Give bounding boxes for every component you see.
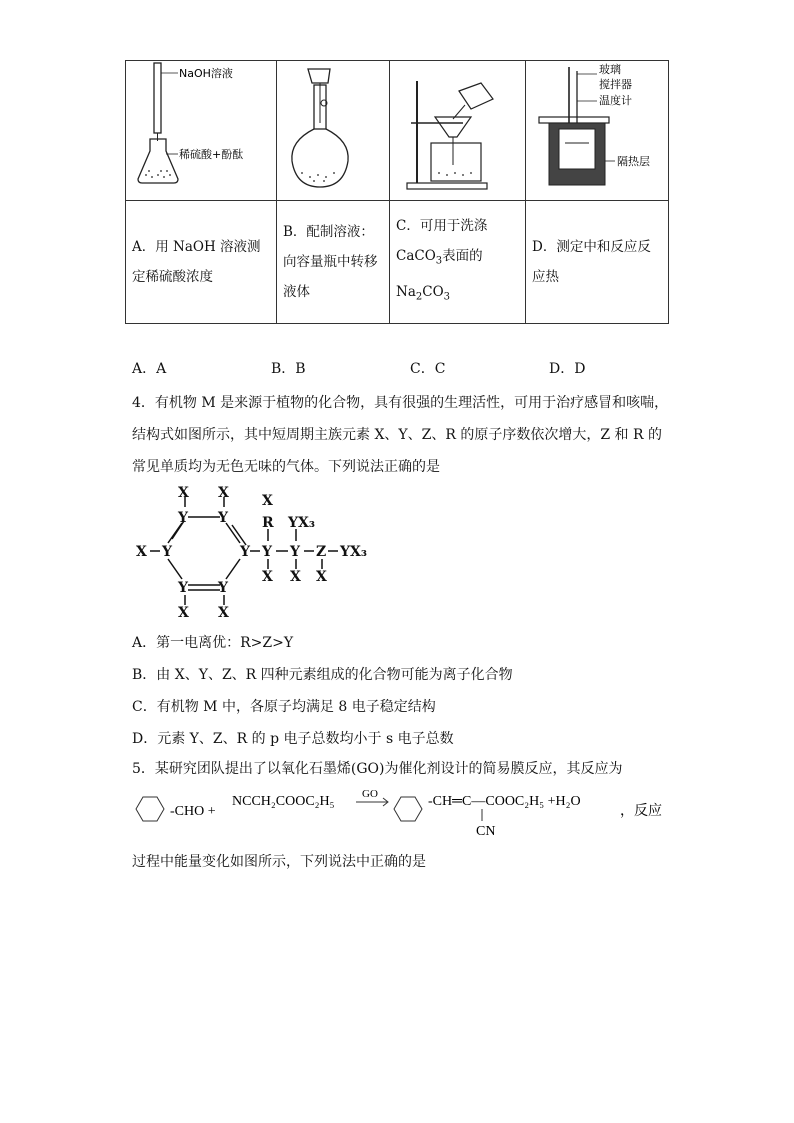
svg-text:X: X <box>262 493 273 509</box>
svg-text:X: X <box>262 569 273 585</box>
fig-b-cell <box>277 61 390 201</box>
titration-figure <box>126 61 276 196</box>
svg-text:YX₃: YX₃ <box>288 515 315 531</box>
svg-text:Y: Y <box>218 580 228 596</box>
svg-text:X: X <box>218 605 229 620</box>
option-d-cell <box>526 201 669 324</box>
q5-stem-line1: 5．某研究团队提出了以氧化石墨烯(GO)为催化剂设计的简易膜反应，其反应为 <box>132 761 623 777</box>
catalyst-label: GO <box>362 788 378 800</box>
q4-option-b: B．由 X、Y、Z、R 四种元素组成的化合物可能为离子化合物 <box>132 667 513 683</box>
atom-x: X <box>178 485 189 501</box>
svg-text:X: X <box>290 569 301 585</box>
svg-text:X: X <box>178 605 189 620</box>
q4-option-c: C．有机物 M 中，各原子均满足 8 电子稳定结构 <box>132 699 436 715</box>
q4-stem-line1: 4．有机物 M 是来源于植物的化合物，具有很强的生理活性，可用于治疗感冒和咳喘， <box>132 395 669 411</box>
option-a-text: A．用 NaOH 溶液测定稀硫酸浓度 <box>132 239 261 285</box>
answer-b: B．B <box>271 361 306 377</box>
fig-a-label-bottom: 稀硫酸+酚酞 <box>179 148 244 161</box>
product-formula: -CH═C—COOC₂H₅ +H₂O <box>428 794 581 809</box>
option-c-line1: C．可用于洗涤 <box>396 218 488 235</box>
svg-text:X: X <box>218 485 229 501</box>
answer-d: D．D <box>549 361 586 377</box>
option-b-cell <box>277 201 390 324</box>
atom-z: Z <box>316 544 327 560</box>
q4-stem-line2: 结构式如图所示，其中短周期主族元素 X、Y、Z、R 的原子序数依次增大，Z 和 R 的 <box>132 427 662 443</box>
fig-a-cell <box>126 61 277 201</box>
option-c-line3: $Na_2CO_3$ <box>396 284 451 303</box>
fig-d-label-stirrer: 搅拌器 <box>599 78 632 91</box>
answer-a: A．A <box>132 361 167 377</box>
svg-text:Y: Y <box>240 544 250 560</box>
answer-c: C．C <box>410 361 446 377</box>
q4-option-d: D．元素 Y、Z、R 的 p 电子总数均小于 s 电子总数 <box>132 731 454 747</box>
svg-text:Y: Y <box>290 544 300 560</box>
svg-text:X: X <box>316 569 327 585</box>
aldehyde-group: -CHO + <box>170 804 216 819</box>
svg-text:Y: Y <box>262 544 272 560</box>
benzene-ring-icon <box>136 797 164 821</box>
fig-d-label-glass: 玻璃 <box>599 63 621 76</box>
fig-d-label-thermometer: 温度计 <box>599 94 632 107</box>
reaction-equation <box>130 785 670 845</box>
fig-d-label-insulation: 隔热层 <box>617 155 650 168</box>
fig-a-label-top: NaOH溶液 <box>179 67 233 80</box>
option-d-text: D．测定中和反应反应热 <box>532 239 651 285</box>
product-cn-group: CN <box>476 824 496 839</box>
reaction-tail: ，反应 <box>620 804 662 819</box>
option-b-text: B．配制溶液：向容量瓶中转移液体 <box>283 224 378 300</box>
fig-d-cell <box>526 61 669 201</box>
benzene-ring-icon-product <box>394 797 422 821</box>
q5-stem-line2: 过程中能量变化如图所示，下列说法中正确的是 <box>132 854 426 870</box>
svg-text:X: X <box>136 544 147 560</box>
option-c-line2: CaCO$_3$表面的 <box>396 248 483 267</box>
svg-text:Y: Y <box>162 544 172 560</box>
svg-text:YX₃: YX₃ <box>340 544 367 560</box>
option-a-cell <box>126 201 277 324</box>
q4-stem-line3: 常见单质均为无色无味的气体。下列说法正确的是 <box>132 459 440 475</box>
atom-r: R <box>262 515 274 531</box>
svg-text:Y: Y <box>178 510 188 526</box>
structure-formula-m <box>128 485 388 620</box>
volumetric-flask-figure <box>278 61 388 196</box>
q4-option-a: A．第一电离优：R>Z>Y <box>132 635 294 651</box>
svg-text:Y: Y <box>178 580 188 596</box>
q3-apparatus-table <box>125 60 669 324</box>
option-c-cell <box>390 201 526 324</box>
filtration-figure <box>393 61 523 196</box>
svg-text:Y: Y <box>218 510 228 526</box>
reagent-formula: NCCH₂COOC₂H₅ <box>232 794 335 809</box>
calorimeter-figure <box>527 61 667 196</box>
fig-c-cell <box>390 61 526 201</box>
